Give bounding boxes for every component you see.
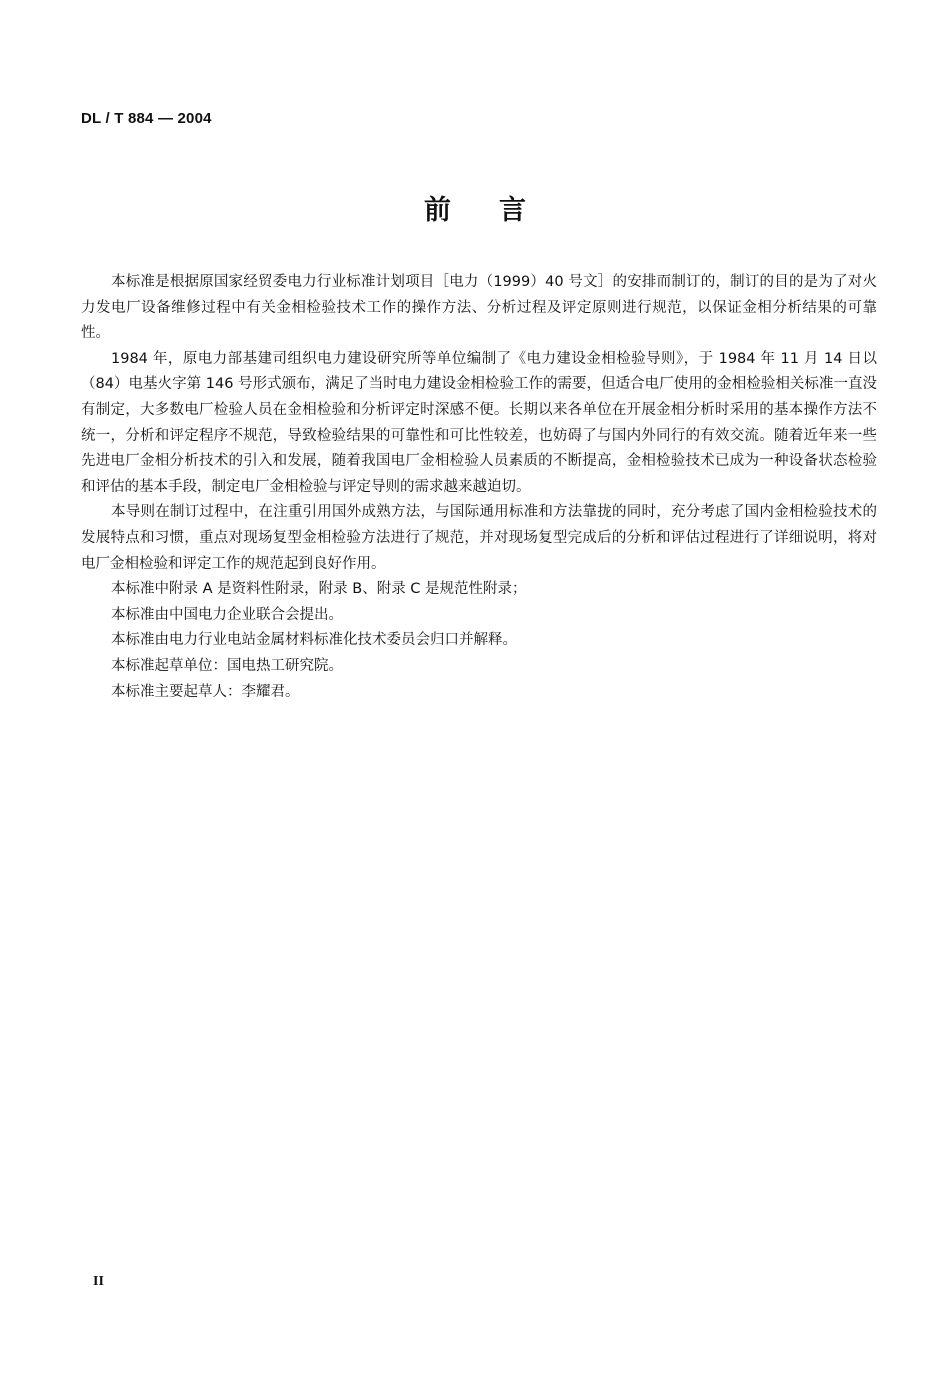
page-number: II [93,1274,104,1289]
paragraph-committee: 本标准由电力行业电站金属材料标准化技术委员会归口并解释。 [111,632,517,649]
paragraph-history: 1984 年，原电力部基建司组织电力建设研究所等单位编制了《电力建设金相检验导则》，于 1984 年 11 月 14 日以（84）电基火字第 146 号形式颁布，满足了当时电力建设金相检验工作的需要，但适合电厂使用的金相检验相关标准一直没有制定，大多数电厂检验人员在金相检验和分析评定时深感不便。长期以来各单位在开展金相分析时采用的基本操作方法不统一，分析和评定程序不规范，导致检验结果的可靠性和可比性较差，也妨碍了与国内外同行的有效交流。随着近年来一些先进电厂金相分析技术的引入和发展，随着我国电厂金相检验人员素质的不断提高，金相检验技术已成为一种设备状态检验和评估的基本手段，制定电厂金相检验与评定导则的需求越来越迫切。 [81,350,877,495]
paragraph-approach: 本导则在制订过程中，在注重引用国外成熟方法，与国际通用标准和方法靠拢的同时，充分考虑了国内金相检验技术的发展特点和习惯，重点对现场复型金相检验方法进行了规范，并对现场复型完成后的分析和评估过程进行了详细说明，将对电厂金相检验和评定工作的规范起到良好作用。 [81,504,877,572]
foreword-body [81,270,877,705]
paragraph-appendix: 本标准中附录 A 是资料性附录，附录 B、附录 C 是规范性附录； [111,581,527,598]
paragraph-proposer: 本标准由中国电力企业联合会提出。 [111,606,343,623]
paragraph-purpose: 本标准是根据原国家经贸委电力行业标准计划项目［电力（1999）40 号文］的安排而制订的，制订的目的是为了对火力发电厂设备维修过程中有关金相检验技术工作的操作方法、分析过程及评定原则进行规范，以保证金相分析结果的可靠性。 [81,274,877,342]
page-title: 前言 [424,195,574,226]
paragraph-drafting-unit: 本标准起草单位：国电热工研究院。 [111,657,343,674]
paragraph-drafter: 本标准主要起草人：李耀君。 [111,683,300,700]
document-code: DL / T 884 — 2004 [81,110,212,127]
